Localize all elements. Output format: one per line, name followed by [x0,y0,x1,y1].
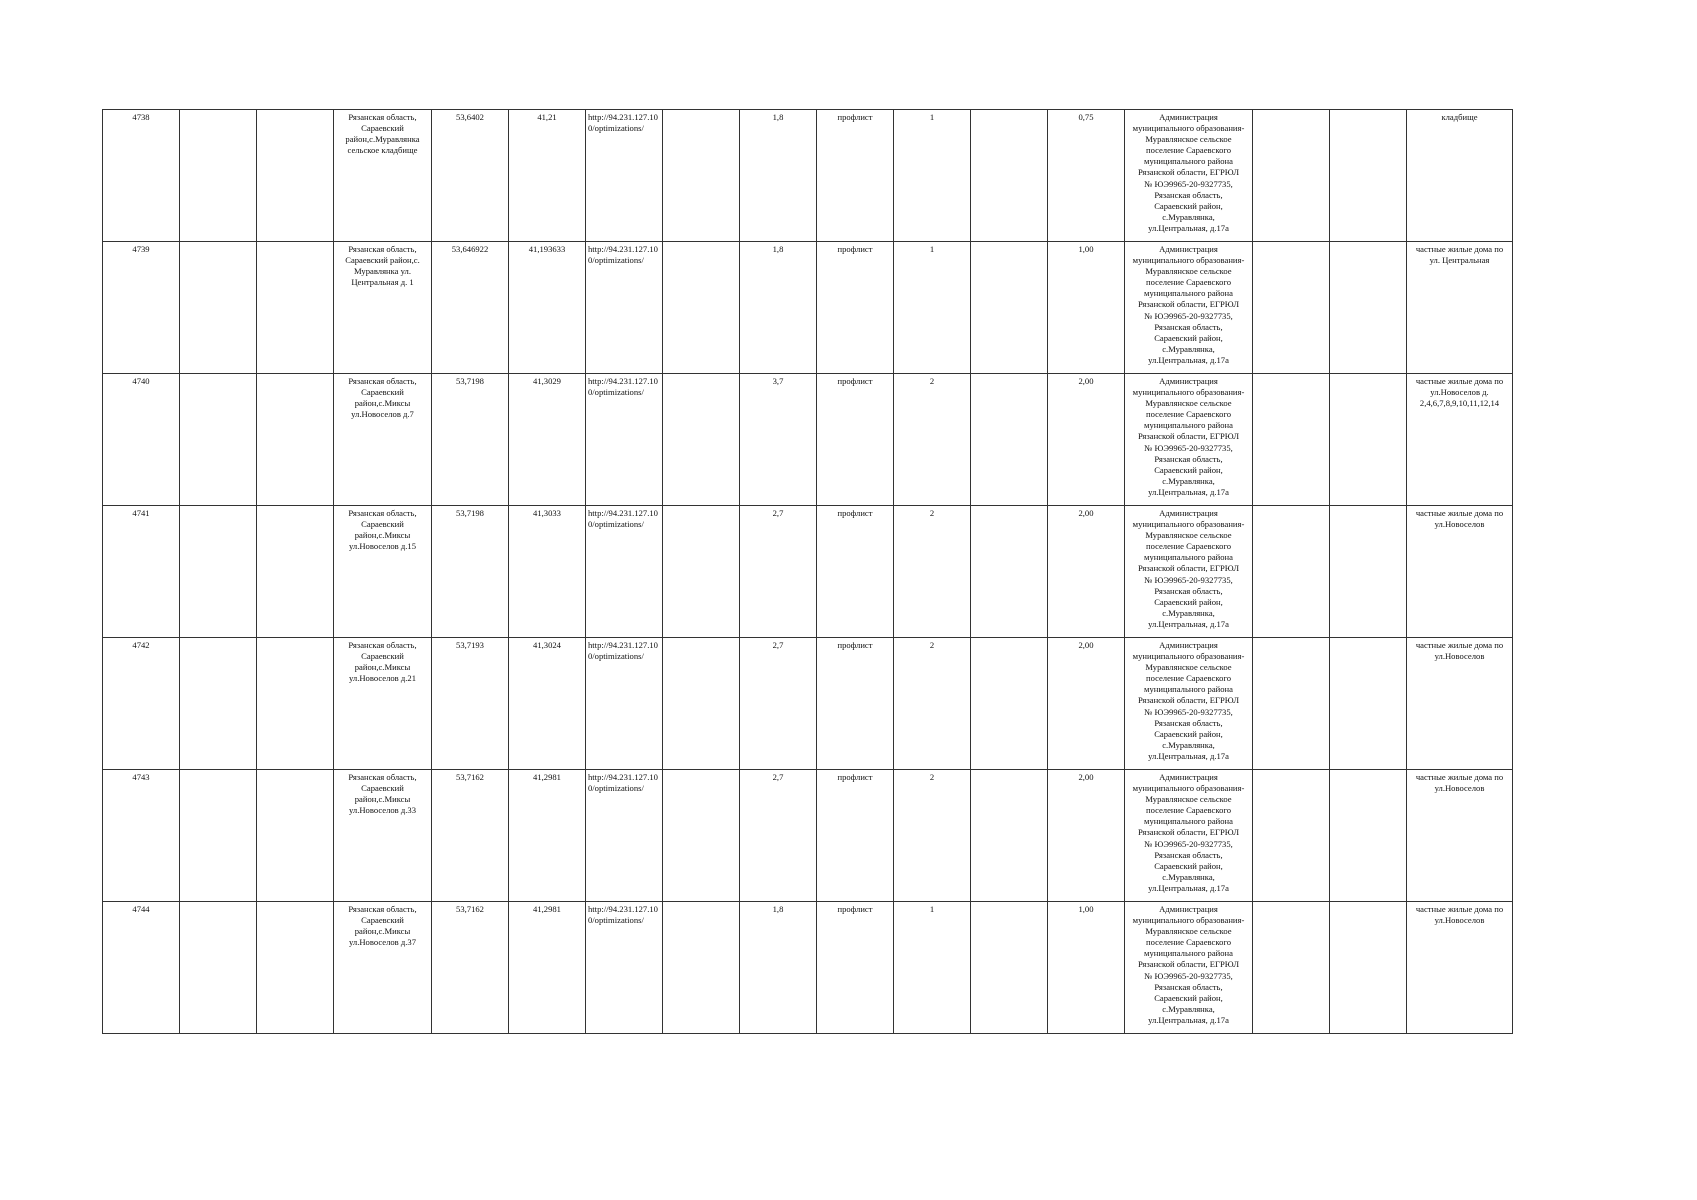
empty-cell [180,110,257,242]
owner-line: Сараевский район, [1154,200,1223,211]
address-line: район,с.Миксы [354,398,411,409]
latitude-cell: 53,7198 [432,506,509,638]
address-line: Муравлянка ул. [354,266,411,277]
empty-cell [257,242,334,374]
owner-line: Муравлянское сельское [1145,530,1232,541]
link-line: http://94.231.127.10 [588,112,658,122]
address-line: район,с.Миксы [354,530,411,541]
owner-line: муниципального образования- [1132,651,1245,662]
waste-sources-cell [1407,902,1513,1034]
owner-line: ул.Центральная, д.17а [1148,882,1229,893]
volume-cell: 1,00 [1048,902,1125,1034]
waste-sources-cell [1407,770,1513,902]
area-cell: 2,7 [740,638,817,770]
empty-cell [257,110,334,242]
address-line: ул.Новоселов д.21 [348,673,416,684]
surface-type-cell: профлист [817,902,894,1034]
container-count-cell: 2 [894,770,971,902]
empty-cell [1330,902,1407,1034]
latitude-cell: 53,7193 [432,638,509,770]
owner-line: № ЮЭ9965-20-9327735, [1144,706,1233,717]
owner-line: ул.Центральная, д.17а [1148,618,1229,629]
latitude-cell: 53,7162 [432,902,509,1034]
waste-sources-line: частные жилые дома по [1415,904,1504,914]
owner-cell [1125,638,1253,770]
address-line: Сараевский [361,915,404,926]
link-line: http://94.231.127.10 [588,376,658,386]
owner-line: ул.Центральная, д.17а [1148,750,1229,761]
owner-line: с.Муравлянка, [1162,211,1215,222]
empty-cell [180,242,257,374]
link-line: 0/optimizations/ [588,123,644,134]
link-cell [586,242,663,374]
owner-line: муниципального района [1144,684,1233,695]
latitude-cell: 53,7162 [432,770,509,902]
waste-sources-line: ул.Новоселов д. [1430,387,1489,398]
owner-line: муниципального образования- [1132,915,1245,926]
address-cell [334,110,432,242]
volume-cell: 2,00 [1048,638,1125,770]
owner-line: № ЮЭ9965-20-9327735, [1144,310,1233,321]
surface-type-cell: профлист [817,242,894,374]
owner-line: поселение Сараевского [1145,541,1232,552]
empty-cell [1253,770,1330,902]
link-cell [586,374,663,506]
owner-line: поселение Сараевского [1145,277,1232,288]
empty-cell [257,902,334,1034]
surface-type-cell: профлист [817,110,894,242]
address-line: Сараевский [361,651,404,662]
volume-cell: 2,00 [1048,770,1125,902]
owner-line: ул.Центральная, д.17а [1148,486,1229,497]
link-cell [586,638,663,770]
link-line: http://94.231.127.10 [588,904,658,914]
address-line: сельское кладбище [347,145,418,156]
address-line: район,с.Миксы [354,926,411,937]
empty-cell [971,638,1048,770]
address-line: Центральная д. 1 [351,277,414,288]
owner-line: муниципального образования- [1132,123,1245,134]
longitude-cell: 41,3033 [509,506,586,638]
row-number-cell: 4743 [103,770,180,902]
owner-line: Рязанской области, ЕГРЮЛ [1137,827,1240,838]
owner-line: Администрация [1159,904,1218,914]
waste-sources-cell [1407,506,1513,638]
waste-sources-line: ул. Центральная [1429,255,1490,266]
address-line: Рязанская область, [348,112,417,122]
address-line: район,с.Миксы [354,662,411,673]
owner-line: Рязанская область, [1154,849,1223,860]
empty-cell [1330,506,1407,638]
owner-line: Администрация [1159,772,1218,782]
link-line: 0/optimizations/ [588,255,644,266]
address-line: район,с.Муравлянка [345,134,420,145]
address-line: ул.Новоселов д.7 [351,409,414,420]
owner-line: Администрация [1159,640,1218,650]
link-line: 0/optimizations/ [588,783,644,794]
waste-sources-cell [1407,110,1513,242]
longitude-cell: 41,3024 [509,638,586,770]
link-cell [586,770,663,902]
owner-line: № ЮЭ9965-20-9327735, [1144,178,1233,189]
empty-cell [971,902,1048,1034]
owner-line: поселение Сараевского [1145,145,1232,156]
empty-cell [257,770,334,902]
waste-sources-line: 2,4,6,7,8,9,10,11,12,14 [1419,398,1500,409]
link-line: 0/optimizations/ [588,519,644,530]
container-count-cell: 2 [894,374,971,506]
longitude-cell: 41,2981 [509,770,586,902]
owner-line: Муравлянское сельское [1145,134,1232,145]
waste-sources-line: ул.Новоселов [1434,915,1485,926]
table-row [103,242,1513,374]
container-count-cell: 1 [894,242,971,374]
address-cell [334,506,432,638]
owner-line: муниципального района [1144,420,1233,431]
empty-cell [663,110,740,242]
owner-line: муниципального образования- [1132,387,1245,398]
owner-line: Сараевский район, [1154,992,1223,1003]
owner-line: Рязанская область, [1154,981,1223,992]
owner-line: Рязанской области, ЕГРЮЛ [1137,299,1240,310]
owner-line: поселение Сараевского [1145,805,1232,816]
owner-line: № ЮЭ9965-20-9327735, [1144,838,1233,849]
waste-sources-cell [1407,638,1513,770]
empty-cell [257,506,334,638]
owner-line: поселение Сараевского [1145,409,1232,420]
owner-line: Рязанской области, ЕГРЮЛ [1137,959,1240,970]
empty-cell [1253,110,1330,242]
volume-cell: 0,75 [1048,110,1125,242]
owner-line: ул.Центральная, д.17а [1148,1014,1229,1025]
empty-cell [180,902,257,1034]
owner-line: Сараевский район, [1154,596,1223,607]
surface-type-cell: профлист [817,770,894,902]
latitude-cell: 53,6402 [432,110,509,242]
container-count-cell: 1 [894,902,971,1034]
owner-line: Муравлянское сельское [1145,794,1232,805]
empty-cell [180,770,257,902]
waste-sources-line: ул.Новоселов [1434,651,1485,662]
owner-line: ул.Центральная, д.17а [1148,222,1229,233]
address-line: Рязанская область, [348,904,417,914]
volume-cell: 2,00 [1048,374,1125,506]
row-number-cell: 4738 [103,110,180,242]
empty-cell [1253,638,1330,770]
address-line: Сараевский [361,519,404,530]
owner-line: Сараевский район, [1154,728,1223,739]
address-line: Сараевский [361,123,404,134]
address-cell [334,638,432,770]
longitude-cell: 41,2981 [509,902,586,1034]
owner-line: ул.Центральная, д.17а [1148,354,1229,365]
owner-line: Рязанская область, [1154,189,1223,200]
owner-line: Администрация [1159,112,1218,122]
link-line: 0/optimizations/ [588,915,644,926]
owner-cell [1125,770,1253,902]
row-number-cell: 4739 [103,242,180,374]
area-cell: 1,8 [740,110,817,242]
link-line: http://94.231.127.10 [588,244,658,254]
table-body [103,110,1513,1034]
link-line: http://94.231.127.10 [588,772,658,782]
owner-line: Муравлянское сельское [1145,662,1232,673]
waste-sources-line: кладбище [1441,112,1478,122]
owner-line: муниципального района [1144,288,1233,299]
owner-line: Муравлянское сельское [1145,266,1232,277]
owner-line: муниципального образования- [1132,519,1245,530]
owner-cell [1125,110,1253,242]
empty-cell [1253,374,1330,506]
owner-line: муниципального района [1144,948,1233,959]
empty-cell [663,506,740,638]
waste-sources-cell [1407,242,1513,374]
address-line: Рязанская область, [348,376,417,386]
owner-line: муниципального района [1144,816,1233,827]
link-cell [586,110,663,242]
table-row [103,110,1513,242]
owner-line: поселение Сараевского [1145,937,1232,948]
row-number-cell: 4740 [103,374,180,506]
owner-cell [1125,506,1253,638]
area-cell: 1,8 [740,242,817,374]
longitude-cell: 41,3029 [509,374,586,506]
owner-line: Рязанская область, [1154,453,1223,464]
owner-line: Рязанская область, [1154,321,1223,332]
area-cell: 3,7 [740,374,817,506]
empty-cell [663,770,740,902]
empty-cell [971,506,1048,638]
link-cell [586,902,663,1034]
address-line: Рязанская область, [348,508,417,518]
area-cell: 1,8 [740,902,817,1034]
empty-cell [257,638,334,770]
surface-type-cell: профлист [817,506,894,638]
owner-line: Сараевский район, [1154,464,1223,475]
owner-line: муниципального образования- [1132,783,1245,794]
surface-type-cell: профлист [817,374,894,506]
owner-line: с.Муравлянка, [1162,871,1215,882]
row-number-cell: 4741 [103,506,180,638]
empty-cell [1253,506,1330,638]
volume-cell: 2,00 [1048,506,1125,638]
owner-line: с.Муравлянка, [1162,475,1215,486]
empty-cell [971,110,1048,242]
registry-table [102,109,1513,1034]
address-line: ул.Новоселов д.15 [348,541,416,552]
waste-sources-line: частные жилые дома по [1415,244,1504,254]
waste-sources-line: ул.Новоселов [1434,519,1485,530]
empty-cell [971,770,1048,902]
address-cell [334,242,432,374]
address-line: ул.Новоселов д.33 [348,805,416,816]
waste-sources-line: ул.Новоселов [1434,783,1485,794]
row-number-cell: 4742 [103,638,180,770]
latitude-cell: 53,646922 [432,242,509,374]
empty-cell [180,506,257,638]
owner-line: Сараевский район, [1154,332,1223,343]
table-row [103,374,1513,506]
longitude-cell: 41,193633 [509,242,586,374]
waste-sources-line: частные жилые дома по [1415,376,1504,386]
link-line: http://94.231.127.10 [588,640,658,650]
address-line: Сараевский район,с. [345,255,420,266]
address-cell [334,770,432,902]
owner-line: муниципального района [1144,552,1233,563]
address-line: Сараевский [361,387,404,398]
table-row [103,770,1513,902]
owner-cell [1125,242,1253,374]
latitude-cell: 53,7198 [432,374,509,506]
owner-line: Рязанская область, [1154,717,1223,728]
owner-line: с.Муравлянка, [1162,1003,1215,1014]
link-cell [586,506,663,638]
empty-cell [180,374,257,506]
link-line: 0/optimizations/ [588,387,644,398]
surface-type-cell: профлист [817,638,894,770]
owner-line: Рязанской области, ЕГРЮЛ [1137,167,1240,178]
volume-cell: 1,00 [1048,242,1125,374]
owner-line: Рязанская область, [1154,585,1223,596]
owner-line: Администрация [1159,508,1218,518]
address-line: Сараевский [361,783,404,794]
owner-line: № ЮЭ9965-20-9327735, [1144,442,1233,453]
owner-line: Рязанской области, ЕГРЮЛ [1137,563,1240,574]
empty-cell [1330,770,1407,902]
empty-cell [663,902,740,1034]
waste-sources-line: частные жилые дома по [1415,508,1504,518]
owner-line: муниципального образования- [1132,255,1245,266]
empty-cell [180,638,257,770]
container-count-cell: 2 [894,506,971,638]
empty-cell [1330,110,1407,242]
empty-cell [1330,638,1407,770]
owner-line: Сараевский район, [1154,860,1223,871]
owner-line: с.Муравлянка, [1162,343,1215,354]
owner-line: с.Муравлянка, [1162,607,1215,618]
empty-cell [1330,374,1407,506]
empty-cell [257,374,334,506]
longitude-cell: 41,21 [509,110,586,242]
owner-line: Муравлянское сельское [1145,398,1232,409]
owner-line: муниципального района [1144,156,1233,167]
waste-sources-line: частные жилые дома по [1415,772,1504,782]
empty-cell [971,242,1048,374]
empty-cell [971,374,1048,506]
address-line: Рязанская область, [348,640,417,650]
link-line: 0/optimizations/ [588,651,644,662]
empty-cell [1253,902,1330,1034]
owner-line: Рязанской области, ЕГРЮЛ [1137,431,1240,442]
owner-line: № ЮЭ9965-20-9327735, [1144,574,1233,585]
empty-cell [1330,242,1407,374]
owner-line: № ЮЭ9965-20-9327735, [1144,970,1233,981]
empty-cell [663,242,740,374]
owner-line: Рязанской области, ЕГРЮЛ [1137,695,1240,706]
waste-sources-line: частные жилые дома по [1415,640,1504,650]
table-row [103,902,1513,1034]
owner-cell [1125,374,1253,506]
owner-cell [1125,902,1253,1034]
empty-cell [663,374,740,506]
address-cell [334,374,432,506]
area-cell: 2,7 [740,506,817,638]
address-cell [334,902,432,1034]
table-row [103,506,1513,638]
empty-cell [1253,242,1330,374]
address-line: район,с.Миксы [354,794,411,805]
address-line: Рязанская область, [348,772,417,782]
address-line: ул.Новоселов д.37 [348,937,416,948]
row-number-cell: 4744 [103,902,180,1034]
container-count-cell: 1 [894,110,971,242]
owner-line: Муравлянское сельское [1145,926,1232,937]
area-cell: 2,7 [740,770,817,902]
waste-sources-cell [1407,374,1513,506]
empty-cell [663,638,740,770]
owner-line: поселение Сараевского [1145,673,1232,684]
owner-line: Администрация [1159,376,1218,386]
owner-line: Администрация [1159,244,1218,254]
link-line: http://94.231.127.10 [588,508,658,518]
address-line: Рязанская область, [348,244,417,254]
table-row [103,638,1513,770]
owner-line: с.Муравлянка, [1162,739,1215,750]
container-count-cell: 2 [894,638,971,770]
